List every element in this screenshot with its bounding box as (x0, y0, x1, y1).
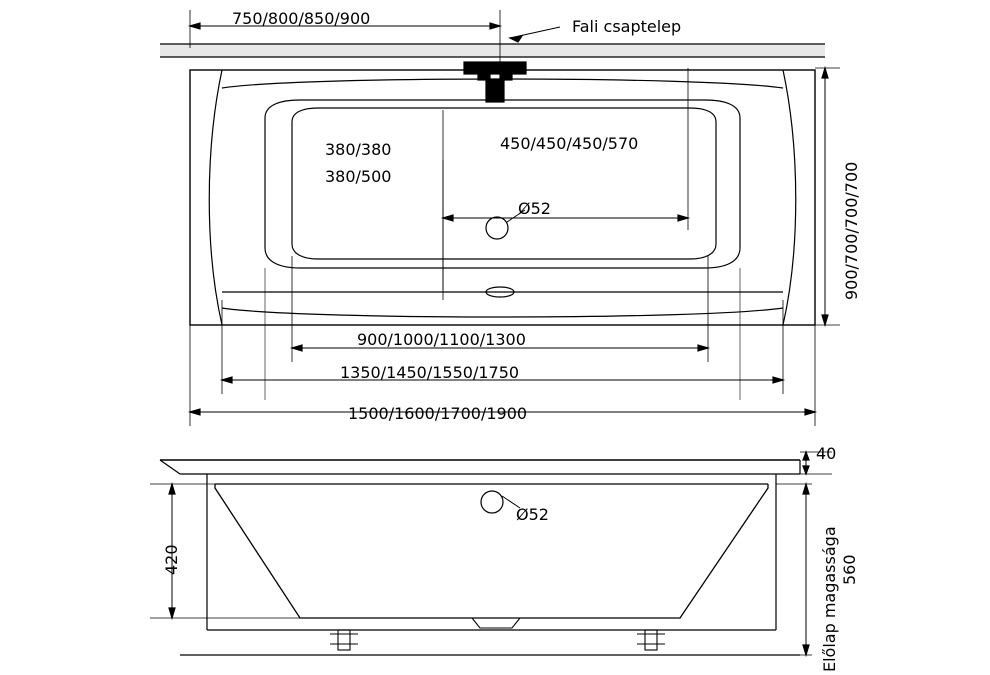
tub-body-side (215, 484, 768, 618)
dim-label-height-total: 560 (840, 554, 859, 585)
dim-label-inner-length: 900/1000/1100/1300 (357, 330, 526, 349)
front-panel-note-label: Előlap magassága (820, 526, 839, 672)
dim-label-top-width: 750/800/850/900 (232, 9, 371, 28)
drain-circle-side (481, 491, 503, 513)
dim-label-inner-left-a: 380/380 (325, 140, 392, 159)
dim-label-rim-thickness: 40 (816, 444, 837, 463)
drain-circle-top (486, 217, 508, 239)
dim-label-right-depths: 900/700/700/700 (842, 161, 861, 300)
wall-band (160, 44, 825, 57)
leg-right (645, 630, 657, 650)
dim-label-mid-length: 1350/1450/1550/1750 (340, 363, 520, 382)
drain-label-side: Ø52 (516, 505, 549, 524)
dim-label-inner-left-b: 380/500 (325, 167, 392, 186)
faucet-note-label: Fali csaptelep (572, 17, 682, 36)
drain-label-top: Ø52 (518, 199, 551, 218)
dim-label-outer-length: 1500/1600/1700/1900 (348, 404, 528, 423)
faucet-spout (486, 80, 504, 102)
leg-left (338, 630, 350, 650)
dim-label-height-inner: 420 (162, 544, 181, 575)
dim-label-inner-right: 450/450/450/570 (500, 134, 639, 153)
faucet-body (464, 62, 526, 74)
